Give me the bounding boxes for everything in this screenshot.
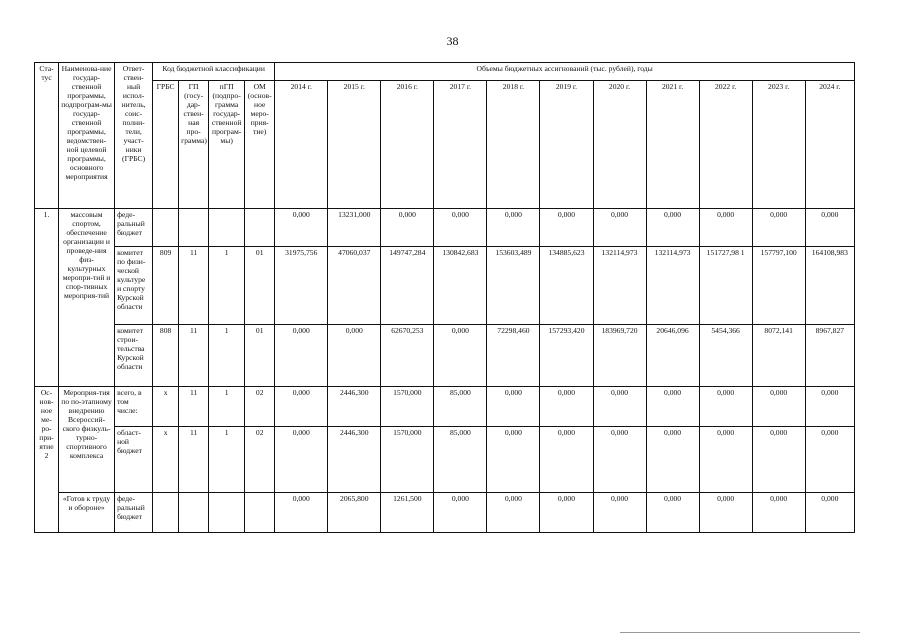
table-row — [35, 427, 855, 493]
cell-value: 20646,096 — [646, 325, 699, 387]
row-responsible: феде-ральный бюджет — [115, 493, 153, 533]
cell-value: 0,000 — [805, 209, 854, 247]
cell-value: 151727,98 1 — [699, 247, 752, 325]
cell-value: 8072,141 — [752, 325, 805, 387]
cell-gp — [179, 209, 209, 247]
cell-grbs — [153, 209, 179, 247]
header-year: 2018 г. — [487, 81, 540, 209]
cell-value: 0,000 — [699, 427, 752, 493]
cell-grbs — [153, 493, 179, 533]
cell-value: 0,000 — [540, 493, 593, 533]
row-responsible: всего, в том числе: — [115, 387, 153, 427]
cell-value: 130842,683 — [434, 247, 487, 325]
cell-value: 183969,720 — [593, 325, 646, 387]
cell-gp: 11 — [179, 387, 209, 427]
cell-value: 5454,366 — [699, 325, 752, 387]
row-responsible: комитет строи-тельства Курской области — [115, 325, 153, 387]
cell-value: 0,000 — [752, 387, 805, 427]
cell-value: 132114,973 — [593, 247, 646, 325]
cell-value: 0,000 — [805, 493, 854, 533]
cell-value: 0,000 — [275, 209, 328, 247]
table-row — [35, 493, 855, 533]
header-grbs: ГРБС — [153, 81, 179, 209]
page-number: 38 — [446, 34, 459, 48]
cell-grbs: x — [153, 387, 179, 427]
cell-value: 0,000 — [646, 209, 699, 247]
cell-value: 62670,253 — [381, 325, 434, 387]
cell-value: 0,000 — [646, 493, 699, 533]
cell-value: 0,000 — [752, 427, 805, 493]
cell-value: 149747,284 — [381, 247, 434, 325]
cell-gp — [179, 493, 209, 533]
cell-value: 13231,000 — [328, 209, 381, 247]
header-appropriations: Объемы бюджетных ассигнований (тыс. рублей), годы — [275, 63, 855, 81]
header-name: Наименова-ние государ-ственной программы, подпрограм-мы государ-ственной программы, ведомствен-ной целевой программы, основного мероприятия — [59, 63, 115, 209]
table-row — [35, 209, 855, 247]
cell-value: 153603,489 — [487, 247, 540, 325]
scan-edge-line — [620, 632, 860, 633]
cell-om: 01 — [245, 325, 275, 387]
cell-value: 2446,300 — [328, 387, 381, 427]
row-responsible: комитет по физи-ческой культуре и спорту Курской области — [115, 247, 153, 325]
cell-value: 0,000 — [593, 493, 646, 533]
cell-value: 0,000 — [593, 427, 646, 493]
cell-pgp — [209, 493, 245, 533]
cell-value: 0,000 — [381, 209, 434, 247]
header-status: Ста-тус — [35, 63, 59, 209]
cell-value: 132114,973 — [646, 247, 699, 325]
cell-value: 0,000 — [540, 387, 593, 427]
cell-value: 0,000 — [699, 387, 752, 427]
cell-value: 0,000 — [275, 427, 328, 493]
row-status: 1. — [35, 209, 59, 387]
cell-value: 0,000 — [540, 209, 593, 247]
cell-om: 02 — [245, 427, 275, 493]
header-year: 2015 г. — [328, 81, 381, 209]
header-year: 2016 г. — [381, 81, 434, 209]
cell-value: 0,000 — [275, 325, 328, 387]
cell-value: 0,000 — [699, 493, 752, 533]
cell-value: 2446,300 — [328, 427, 381, 493]
cell-value: 0,000 — [434, 325, 487, 387]
cell-value: 0,000 — [328, 325, 381, 387]
cell-value: 164108,983 — [805, 247, 854, 325]
cell-value: 0,000 — [434, 209, 487, 247]
cell-value: 0,000 — [805, 387, 854, 427]
header-year: 2024 г. — [805, 81, 854, 209]
header-year: 2017 г. — [434, 81, 487, 209]
header-year: 2020 г. — [593, 81, 646, 209]
header-year: 2014 г. — [275, 81, 328, 209]
table-row — [35, 325, 855, 387]
cell-value: 0,000 — [752, 209, 805, 247]
cell-value: 8967,827 — [805, 325, 854, 387]
cell-pgp: 1 — [209, 427, 245, 493]
cell-value: 85,000 — [434, 387, 487, 427]
cell-gp: 11 — [179, 247, 209, 325]
header-year: 2019 г. — [540, 81, 593, 209]
row-name: Мероприя-тия по по-этапному внедрению Всероссий-ского физкуль-турно-спортивного комплекса — [59, 387, 115, 493]
cell-value: 0,000 — [593, 209, 646, 247]
cell-value: 0,000 — [805, 427, 854, 493]
cell-value: 0,000 — [487, 427, 540, 493]
cell-value: 1261,500 — [381, 493, 434, 533]
row-name: массовым спортом, обеспечение организации и проведе-ния физ-культурных меропри-тий и спор-тивных мероприя-тий — [59, 209, 115, 387]
cell-value: 0,000 — [646, 387, 699, 427]
row-name-continued: «Готов к труду и обороне» — [59, 493, 115, 533]
cell-value: 0,000 — [699, 209, 752, 247]
table-row — [35, 247, 855, 325]
cell-om — [245, 209, 275, 247]
cell-value: 1570,000 — [381, 387, 434, 427]
cell-value: 1570,000 — [381, 427, 434, 493]
budget-table — [34, 62, 855, 533]
header-year: 2022 г. — [699, 81, 752, 209]
cell-gp: 11 — [179, 325, 209, 387]
cell-pgp: 1 — [209, 387, 245, 427]
cell-pgp: 1 — [209, 325, 245, 387]
header-pgp: пГП (подпро-грамма государ-ственной програм-мы) — [209, 81, 245, 209]
cell-value: 0,000 — [487, 387, 540, 427]
cell-value: 0,000 — [593, 387, 646, 427]
cell-pgp — [209, 209, 245, 247]
cell-grbs: 808 — [153, 325, 179, 387]
cell-pgp: 1 — [209, 247, 245, 325]
cell-value: 0,000 — [275, 387, 328, 427]
row-responsible: област-ной бюджет — [115, 427, 153, 493]
cell-grbs: x — [153, 427, 179, 493]
row-responsible: феде-ральный бюджет — [115, 209, 153, 247]
cell-value: 0,000 — [487, 209, 540, 247]
header-year: 2023 г. — [752, 81, 805, 209]
row-status: Ос-нов-ное ме-ро-при-ятие 2 — [35, 387, 59, 533]
cell-value: 157293,420 — [540, 325, 593, 387]
cell-value: 0,000 — [487, 493, 540, 533]
cell-om: 02 — [245, 387, 275, 427]
cell-value: 47060,037 — [328, 247, 381, 325]
table-row — [35, 387, 855, 427]
cell-gp: 11 — [179, 427, 209, 493]
header-year: 2021 г. — [646, 81, 699, 209]
cell-value: 2065,800 — [328, 493, 381, 533]
header-responsible: Ответ-ствен-ный испол-нитель, соис-полни-тели, участ-ники (ГРБС) — [115, 63, 153, 209]
cell-value: 0,000 — [275, 493, 328, 533]
cell-value: 0,000 — [752, 493, 805, 533]
cell-value: 157797,100 — [752, 247, 805, 325]
cell-value: 0,000 — [646, 427, 699, 493]
cell-value: 0,000 — [540, 427, 593, 493]
cell-om — [245, 493, 275, 533]
cell-grbs: 809 — [153, 247, 179, 325]
header-om: ОМ (основ-ное меро-прия-тие) — [245, 81, 275, 209]
cell-value: 0,000 — [434, 493, 487, 533]
cell-value: 134885,623 — [540, 247, 593, 325]
cell-value: 85,000 — [434, 427, 487, 493]
cell-value: 31975,756 — [275, 247, 328, 325]
header-budget-code: Код бюджетной классификации — [153, 63, 275, 81]
header-gp: ГП (госу-дар-ствен-ная про-грамма) — [179, 81, 209, 209]
cell-value: 72298,460 — [487, 325, 540, 387]
cell-om: 01 — [245, 247, 275, 325]
